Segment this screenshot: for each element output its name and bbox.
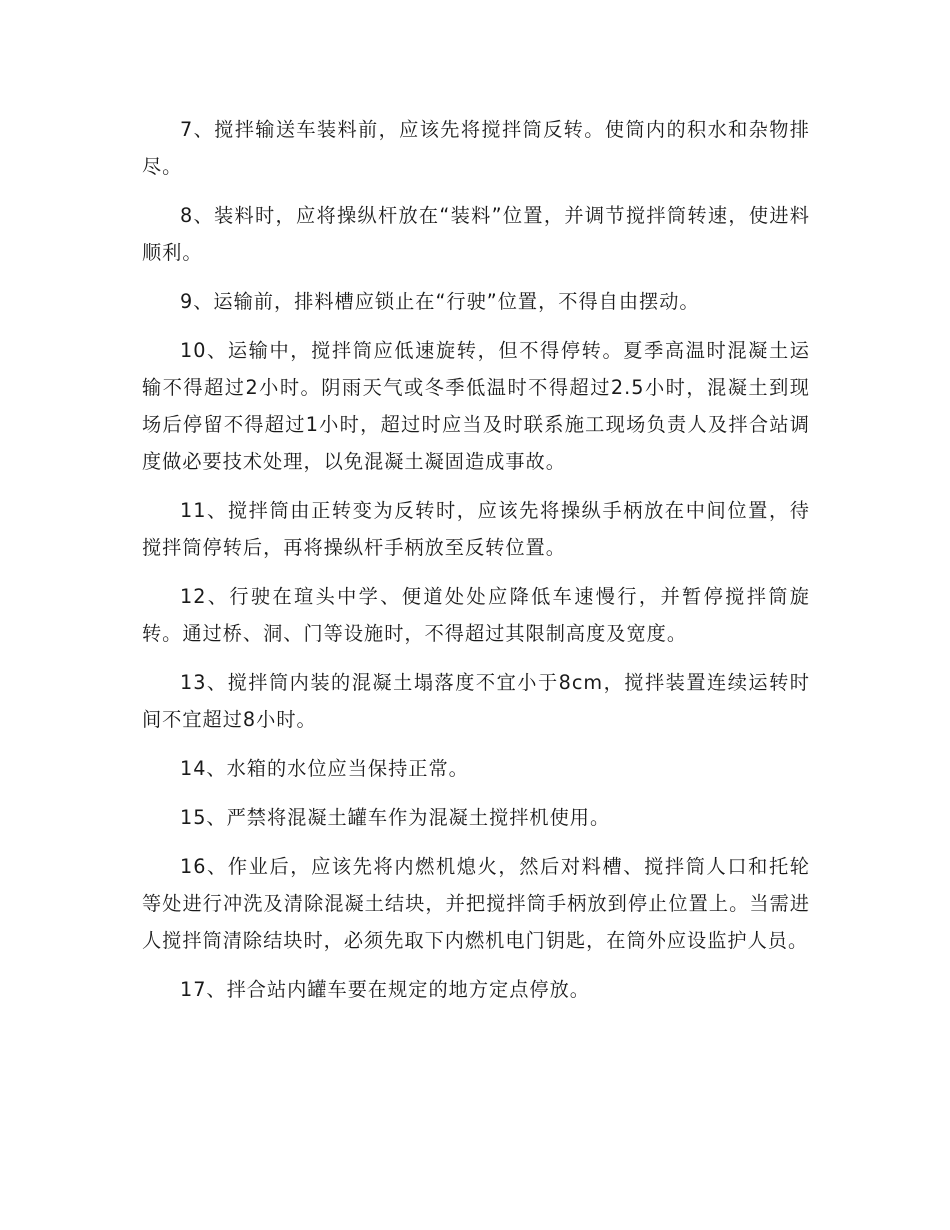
document-page [142,111,810,1020]
paragraph-17: 17、拌合站内罐车要在规定的地方定点停放。 [180,978,590,1001]
paragraph-9: 9、运输前，排料槽应锁止在“行驶”位置，不得自由摆动。 [180,290,700,313]
paragraph-15: 15、严禁将混凝土罐车作为混凝土搅拌机使用。 [180,806,611,829]
paragraph-13: 13、搅拌筒内装的混凝土塌落度不宜小于8cm，搅拌装置连续运转时间不宜超过8小时。 [142,671,810,731]
paragraph-8: 8、装料时，应将操纵杆放在“装料”位置，并调节搅拌筒转速，使进料顺利。 [142,204,810,264]
paragraph-12: 12、行驶在瑄头中学、便道处处应降低车速慢行，并暂停搅拌筒旋转。通过桥、洞、门等设施时，不得超过其限制高度及宽度。 [142,585,810,645]
paragraph-10: 10、运输中，搅拌筒应低速旋转，但不得停转。夏季高温时混凝土运输不得超过2小时。阴雨天气或冬季低温时不得超过2.5小时，混凝土到现场后停留不得超过1小时，超过时应当及时联系施工现场负责人及拌合站调度做必要技术处理，以免混凝土凝固造成事故。 [142,339,810,473]
paragraph-16: 16、作业后，应该先将内燃机熄火，然后对料槽、搅拌筒人口和托轮等处进行冲洗及清除混凝土结块，并把搅拌筒手柄放到停止位置上。当需进人搅拌筒清除结块时，必须先取下内燃机电门钥匙，在筒外应设监护人员。 [142,855,810,952]
paragraph-7: 7、搅拌输送车装料前，应该先将搅拌筒反转。使筒内的积水和杂物排尽。 [142,118,810,178]
paragraph-11: 11、搅拌筒由正转变为反转时，应该先将操纵手柄放在中间位置，待搅拌筒停转后，再将操纵杆手柄放至反转位置。 [142,499,810,559]
paragraph-14: 14、水箱的水位应当保持正常。 [180,757,469,780]
